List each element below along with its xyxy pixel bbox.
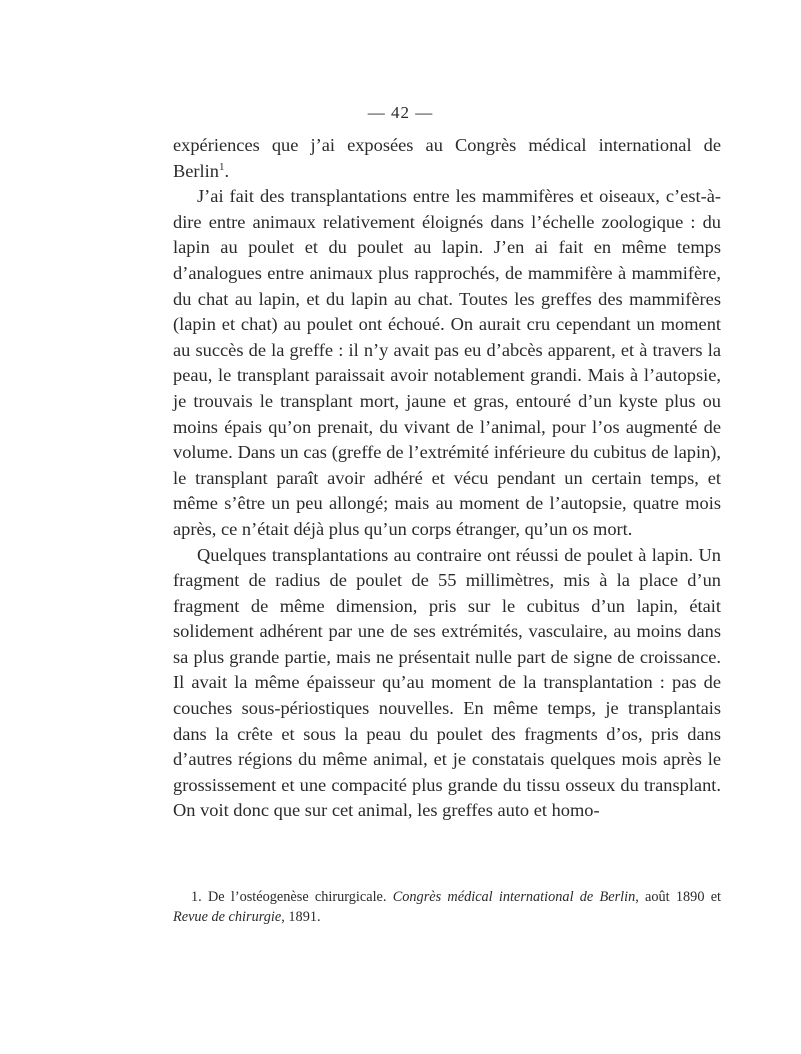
paragraph-1-end: . [224,160,230,181]
footnote-congress-title: Congrès médical international de Berlin [392,889,636,905]
footnote-text-b: , août 1890 et [635,889,722,905]
footnote [173,887,721,927]
footnote-number: 1. [191,889,202,905]
footnote-1 [173,887,721,927]
footnote-reference: 1 [218,160,225,173]
paragraph-2: J’ai fait des transplantations entre les mammifères et oiseaux, c’est-à-dire entre animaux relativement éloignés dans l’échelle zoologique : du lapin au poulet et du poulet au lapin. J’en ai fait en même temps d’analogues entre animaux plus rapprochés, de mammifère à mammifère, du chat au lapin, et du lapin au chat. Toutes les greffes des mammifères (lapin et chat) au poulet ont échoué. On aurait cru cependant un moment au succès de la greffe : il n’y avait pas eu d’abcès apparent, et à travers la peau, le transplant paraissait avoir notablement grandi. Mais à l’autopsie, je trouvais le transplant mort, jaune et gras, entouré d’un kyste plus ou moins épais qu’on prenait, du vivant de l’animal, pour l’os augmenté de volume. Dans un cas (greffe de l’extrémité inférieure du cubitus de lapin), le transplant paraît avoir adhéré et vécu pendant un certain temps, et même s’être un peu allongé; mais au moment de l’autopsie, quatre mois après, ce n’était déjà plus qu’un corps étranger, qu’un os mort. [173,186,721,539]
footnote-text-a: De l’ostéogenèse chirurgicale. [207,889,387,905]
paragraph-1-text: expériences que j’ai exposées au Congrès médical international de Berlin [173,135,721,181]
footnote-text-c: , 1891. [281,909,321,925]
footnote-journal-title: Revue de chirurgie [173,909,282,925]
paragraph-3: Quelques transplantations au contraire ont réussi de poulet à lapin. Un fragment de radius de poulet de 55 millimètres, mis à la place d’un fragment de même dimension, pris sur le cubitus d’un lapin, était solidement adhérent par une de ses extrémités, vasculaire, au moins dans sa plus grande partie, mais ne présentait nulle part de signe de croissance. Il avait la même épaisseur qu’au moment de la transplantation : pas de couches sous-périostiques nouvelles. En même temps, je transplantais dans la crête et sous la peau du poulet des fragments d’os, pris dans d’autres régions du même animal, et je constatais quelques mois après le grossissement et une compacité plus grande du tissu osseux du transplant. On voit donc que sur cet animal, les greffes auto et homo- [173,544,721,821]
main-text [173,133,721,824]
page-number: — 42 — [367,103,434,122]
paragraph-1 [173,133,721,184]
